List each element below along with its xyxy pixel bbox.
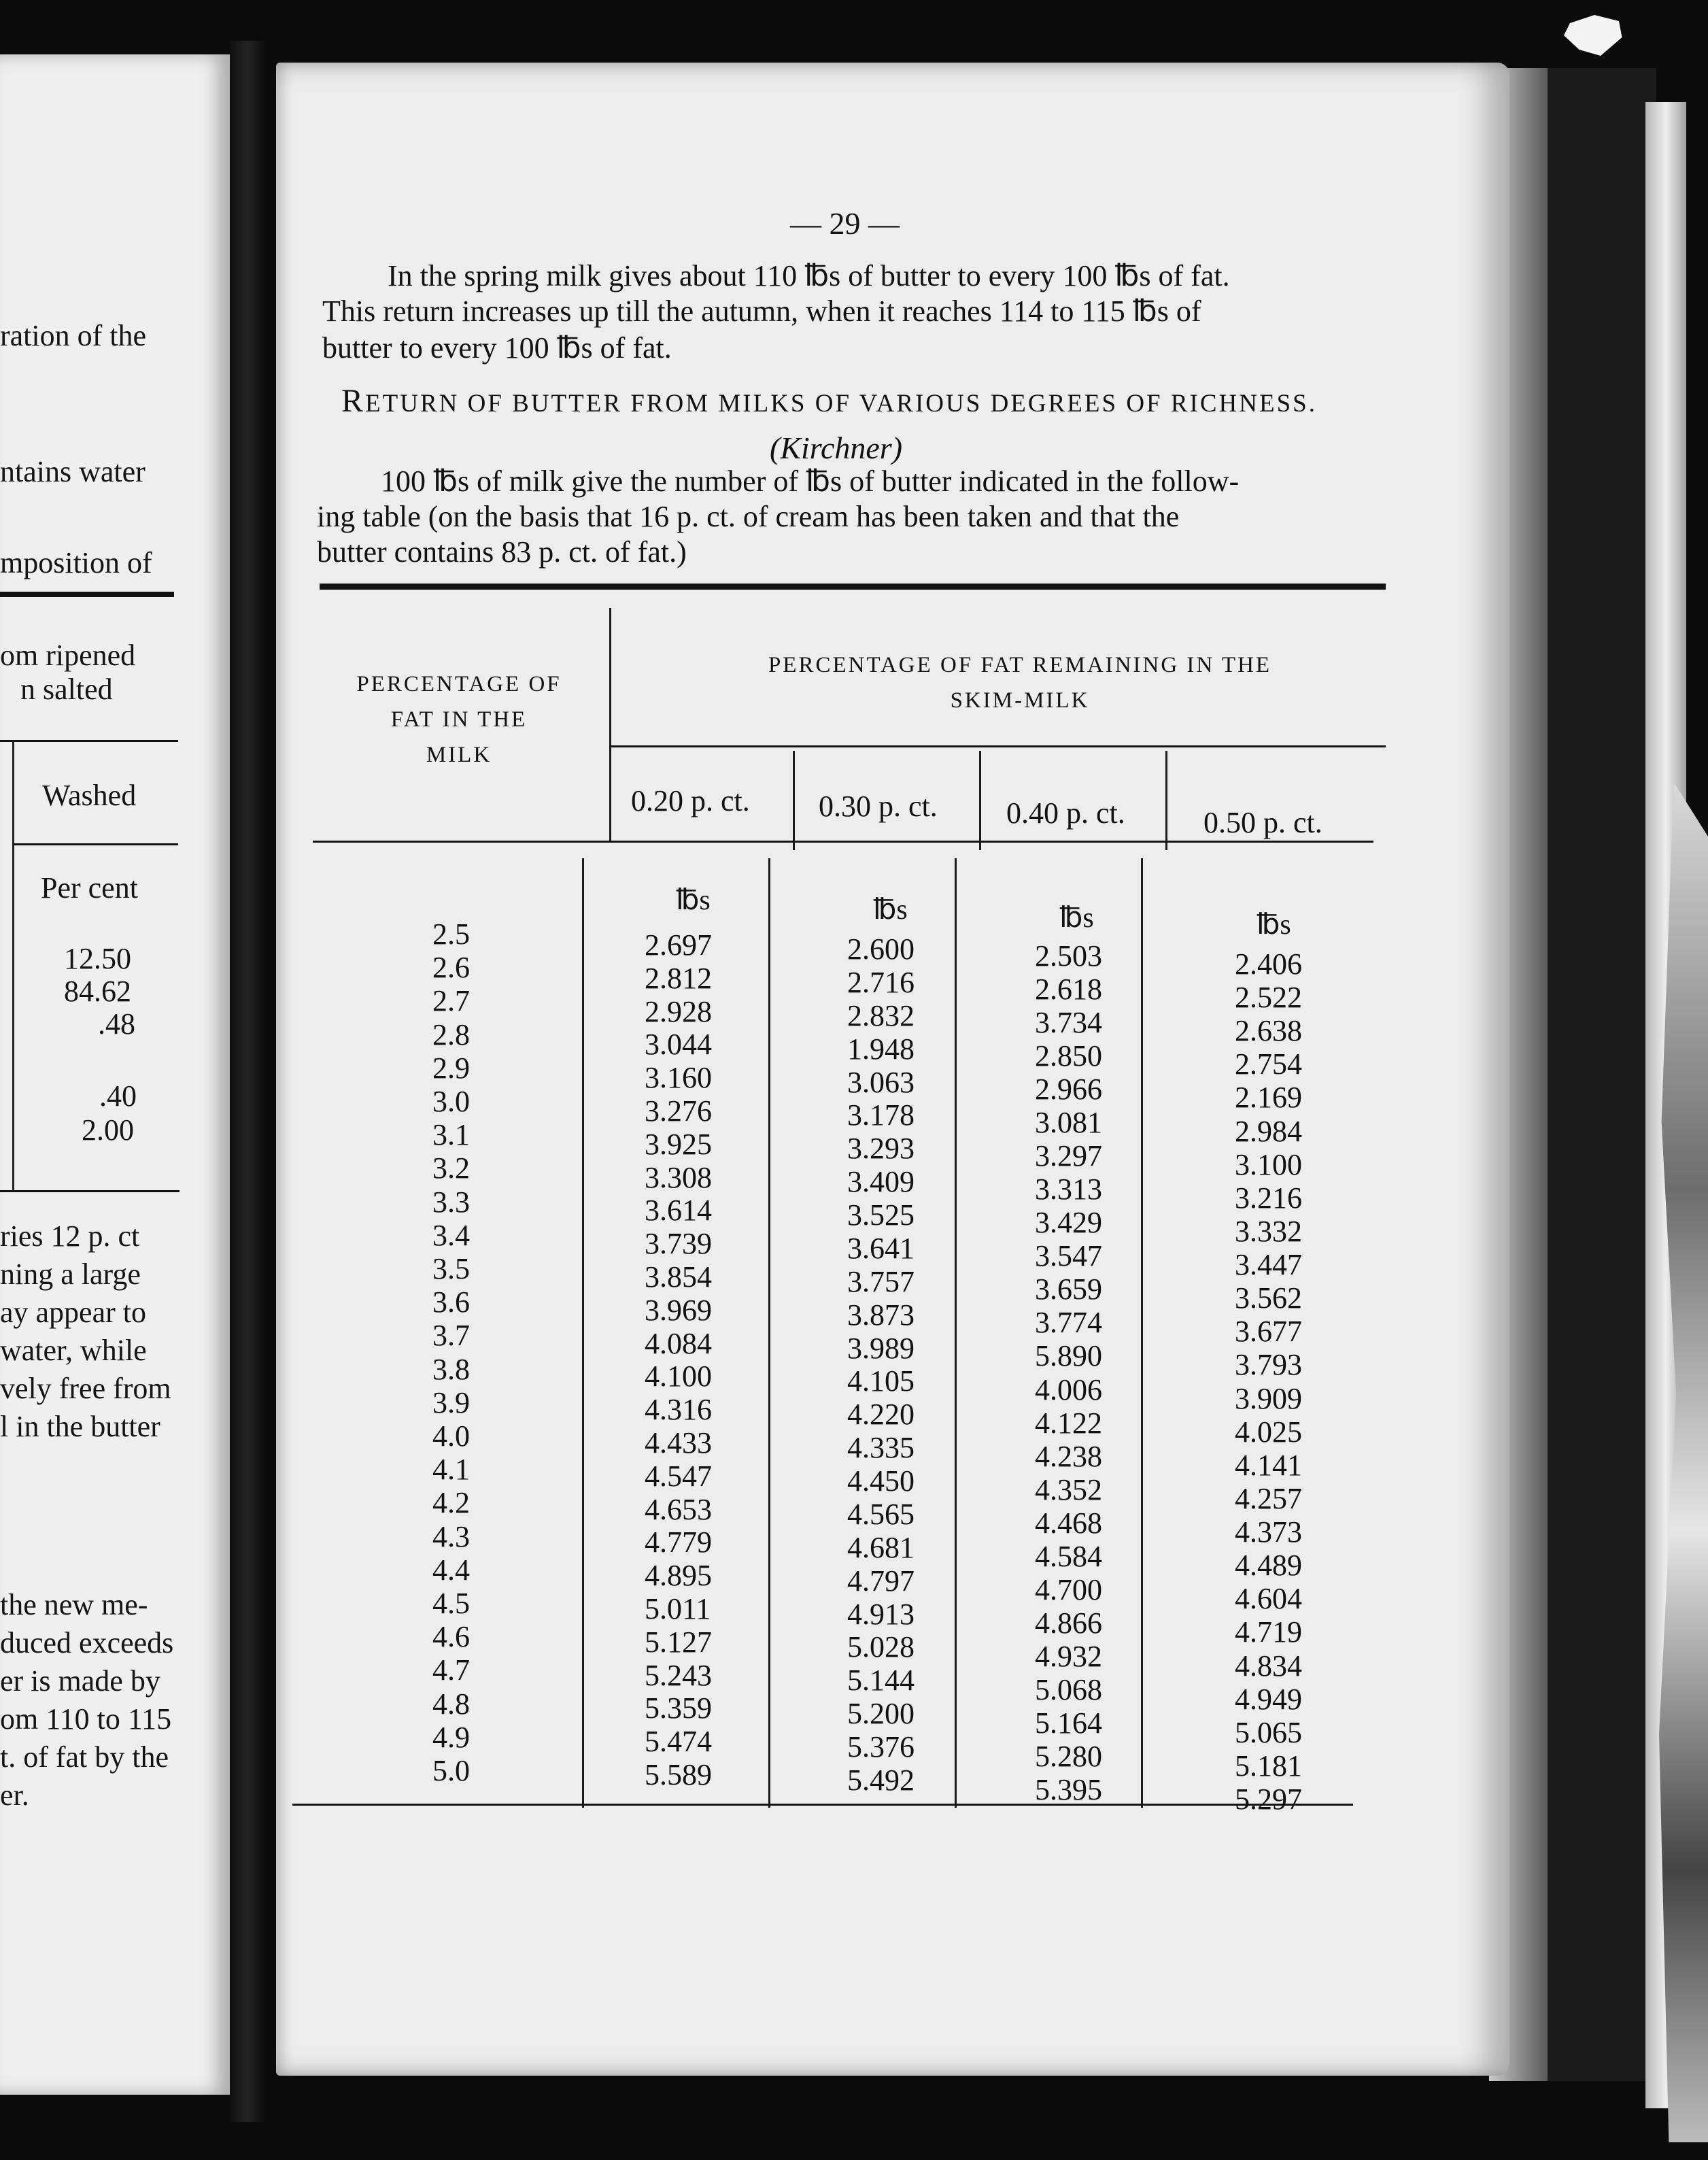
left-table-header-line: om ripened	[0, 639, 136, 672]
fat-in-milk-cell: 2.5	[432, 917, 470, 951]
butter-cell-040: 4.468	[1035, 1506, 1102, 1540]
fat-in-milk-cell: 3.6	[432, 1285, 470, 1319]
left-paragraph-line: ay appear to	[0, 1296, 146, 1329]
page-number: — 29 —	[790, 206, 900, 241]
left-value: .40	[99, 1079, 137, 1113]
butter-cell-020: 2.928	[645, 995, 712, 1028]
butter-cell-040: 3.297	[1035, 1139, 1102, 1172]
corner-tape-mark	[1564, 15, 1625, 56]
butter-cell-030: 1.948	[847, 1032, 915, 1066]
butter-cell-050: 4.373	[1235, 1515, 1302, 1549]
butter-cell-020: 5.127	[645, 1625, 712, 1659]
butter-cell-050: 3.677	[1235, 1315, 1302, 1348]
left-paragraph-line: er is made by	[0, 1664, 160, 1698]
butter-cell-020: 5.589	[645, 1758, 712, 1791]
butter-cell-020: 5.243	[645, 1659, 712, 1692]
butter-cell-040: 3.774	[1035, 1306, 1102, 1339]
butter-cell-050: 2.406	[1235, 947, 1302, 981]
butter-cell-030: 2.832	[847, 999, 915, 1032]
butter-cell-050: 2.984	[1235, 1115, 1302, 1148]
row-header	[320, 666, 598, 773]
group-header-line: SKIM-MILK	[950, 688, 1090, 713]
butter-cell-050: 4.719	[1235, 1615, 1302, 1649]
butter-cell-020: 3.160	[645, 1061, 712, 1094]
row-header-line: FAT IN THE	[390, 707, 528, 732]
butter-cell-040: 4.584	[1035, 1540, 1102, 1573]
fat-in-milk-cell: 3.3	[432, 1185, 470, 1219]
butter-cell-050: 2.169	[1235, 1081, 1302, 1114]
butter-cell-020: 4.433	[645, 1426, 712, 1459]
column-header-divider	[1165, 751, 1167, 850]
butter-cell-050: 2.522	[1235, 981, 1302, 1014]
butter-cell-050: 5.065	[1235, 1716, 1302, 1749]
intro-line: This return increases up till the autumn, when it reaches 114 to 115 ℔s of	[322, 294, 1201, 328]
fat-in-milk-cell: 4.5	[432, 1587, 470, 1620]
butter-cell-020: 4.100	[645, 1360, 712, 1393]
table-bottom-rule	[292, 1804, 1353, 1806]
left-paragraph-line: ning a large	[0, 1258, 141, 1291]
fat-in-milk-cell: 2.8	[432, 1018, 470, 1051]
butter-cell-050: 4.489	[1235, 1549, 1302, 1582]
fat-in-milk-cell: 4.0	[432, 1419, 470, 1453]
intro-line: butter to every 100 ℔s of fat.	[322, 331, 672, 365]
left-paragraph-line: om 110 to 115	[0, 1702, 172, 1736]
butter-cell-050: 3.100	[1235, 1148, 1302, 1181]
table-top-rule	[320, 584, 1386, 590]
left-table-header-line: n salted	[20, 673, 113, 706]
row-header-line: PERCENTAGE OF	[356, 672, 562, 696]
butter-cell-030: 3.178	[847, 1098, 915, 1132]
butter-cell-040: 3.081	[1035, 1106, 1102, 1139]
back-cover	[1548, 68, 1656, 2081]
butter-cell-030: 5.492	[847, 1764, 915, 1797]
butter-cell-020: 3.308	[645, 1161, 712, 1194]
fat-in-milk-cell: 3.4	[432, 1219, 470, 1252]
header-bottom-rule	[313, 841, 1373, 843]
fat-in-milk-cell: 3.2	[432, 1151, 470, 1185]
butter-cell-030: 3.641	[847, 1232, 915, 1265]
butter-cell-030: 5.376	[847, 1730, 915, 1764]
left-value: 12.50	[64, 942, 131, 975]
butter-cell-040: 5.068	[1035, 1673, 1102, 1706]
butter-cell-030: 2.600	[847, 932, 915, 966]
fat-in-milk-cell: 5.0	[432, 1754, 470, 1787]
butter-cell-020: 3.925	[645, 1128, 712, 1161]
left-value: .48	[98, 1007, 135, 1041]
butter-cell-040: 4.238	[1035, 1440, 1102, 1473]
left-table-bottom-rule	[0, 1190, 180, 1192]
butter-cell-040: 4.932	[1035, 1640, 1102, 1673]
left-value: 84.62	[64, 975, 131, 1008]
left-paragraph-line: l in the butter	[0, 1410, 160, 1443]
butter-cell-020: 3.969	[645, 1294, 712, 1327]
column-header-divider	[793, 751, 795, 850]
left-page	[0, 54, 230, 2095]
left-text-line: ntains water	[0, 455, 146, 488]
group-header-rule	[611, 745, 1386, 747]
left-paragraph-line: vely free from	[0, 1372, 171, 1405]
fat-in-milk-cell: 4.4	[432, 1553, 470, 1587]
fat-in-milk-cell: 4.2	[432, 1486, 470, 1519]
butter-cell-040: 3.313	[1035, 1172, 1102, 1206]
butter-cell-020: 3.614	[645, 1194, 712, 1227]
butter-cell-030: 4.335	[847, 1431, 915, 1464]
table-header-divider	[609, 608, 611, 842]
butter-cell-030: 5.200	[847, 1697, 915, 1730]
butter-cell-050: 4.257	[1235, 1482, 1302, 1515]
butter-cell-050: 4.141	[1235, 1449, 1302, 1482]
left-paragraph-line: ries 12 p. ct	[0, 1219, 140, 1253]
butter-cell-030: 4.797	[847, 1564, 915, 1598]
fat-in-milk-cell: 4.6	[432, 1620, 470, 1653]
butter-cell-040: 5.890	[1035, 1339, 1102, 1372]
butter-cell-050: 5.297	[1235, 1783, 1302, 1816]
butter-cell-050: 3.332	[1235, 1215, 1302, 1248]
butter-cell-030: 4.450	[847, 1464, 915, 1498]
fat-in-milk-cell: 4.7	[432, 1653, 470, 1687]
left-unit-label: Per cent	[41, 871, 138, 905]
butter-cell-030: 4.105	[847, 1364, 915, 1398]
butter-cell-020: 4.779	[645, 1525, 712, 1559]
butter-cell-030: 3.757	[847, 1265, 915, 1298]
butter-cell-020: 4.084	[645, 1327, 712, 1360]
fat-in-milk-cell: 2.7	[432, 984, 470, 1017]
butter-cell-030: 3.409	[847, 1165, 915, 1198]
basis-line: butter contains 83 p. ct. of fat.)	[317, 535, 687, 569]
fat-in-milk-cell: 4.1	[432, 1453, 470, 1486]
fat-in-milk-cell: 2.9	[432, 1051, 470, 1085]
left-text-line: mposition of	[0, 546, 152, 579]
group-header-line: PERCENTAGE OF FAT REMAINING IN THE	[768, 653, 1272, 677]
butter-cell-040: 3.659	[1035, 1272, 1102, 1306]
row-header-line: MILK	[426, 743, 492, 767]
fat-in-milk-cell: 4.8	[432, 1687, 470, 1721]
butter-cell-040: 5.280	[1035, 1740, 1102, 1773]
butter-cell-040: 4.866	[1035, 1606, 1102, 1640]
left-value: 2.00	[82, 1113, 134, 1147]
basis-line: 100 ℔s of milk give the number of ℔s of butter indicated in the follow-	[381, 465, 1240, 498]
table-body-divider	[955, 858, 957, 1808]
table-author: (Kirchner)	[770, 431, 903, 465]
butter-cell-050: 3.909	[1235, 1382, 1302, 1415]
butter-cell-040: 5.164	[1035, 1706, 1102, 1740]
butter-cell-020: 3.276	[645, 1094, 712, 1128]
butter-cell-030: 2.716	[847, 966, 915, 999]
butter-cell-040: 2.503	[1035, 939, 1102, 973]
butter-cell-020: 4.547	[645, 1459, 712, 1493]
left-table-rule	[14, 843, 178, 845]
butter-cell-040: 5.395	[1035, 1773, 1102, 1806]
butter-cell-030: 4.913	[847, 1598, 915, 1631]
butter-cell-030: 5.144	[847, 1664, 915, 1697]
column-header: 0.50 p. ct.	[1203, 806, 1322, 839]
butter-cell-030: 4.681	[847, 1531, 915, 1564]
left-table-column-divider	[12, 741, 14, 1190]
fat-in-milk-cell: 3.8	[432, 1353, 470, 1386]
butter-cell-050: 4.834	[1235, 1649, 1302, 1683]
butter-cell-050: 4.025	[1235, 1415, 1302, 1449]
unit-label: ℔s	[873, 894, 908, 926]
butter-cell-050: 3.216	[1235, 1181, 1302, 1215]
butter-cell-020: 2.697	[645, 928, 712, 962]
table-body-divider	[582, 858, 584, 1808]
butter-cell-040: 2.618	[1035, 973, 1102, 1006]
group-header	[653, 647, 1387, 718]
butter-cell-020: 3.739	[645, 1227, 712, 1260]
left-paragraph-line: er.	[0, 1778, 29, 1812]
butter-cell-040: 4.122	[1035, 1406, 1102, 1440]
butter-cell-030: 4.565	[847, 1498, 915, 1531]
butter-cell-020: 5.359	[645, 1691, 712, 1725]
left-text-line: ration of the	[0, 319, 147, 352]
left-paragraph-line: the new me-	[0, 1588, 148, 1621]
butter-cell-020: 3.854	[645, 1260, 712, 1294]
fat-in-milk-cell: 3.7	[432, 1319, 470, 1352]
table-title	[341, 385, 1317, 418]
unit-label: ℔s	[1257, 909, 1291, 941]
unit-label: ℔s	[676, 885, 711, 916]
butter-cell-030: 3.293	[847, 1132, 915, 1165]
butter-cell-040: 4.700	[1035, 1573, 1102, 1606]
butter-cell-040: 2.850	[1035, 1039, 1102, 1073]
butter-cell-020: 5.011	[645, 1592, 711, 1625]
butter-cell-020: 4.316	[645, 1393, 712, 1426]
butter-cell-040: 2.966	[1035, 1073, 1102, 1106]
butter-cell-050: 3.447	[1235, 1248, 1302, 1281]
fat-in-milk-cell: 2.6	[432, 951, 470, 984]
column-header: 0.30 p. ct.	[819, 790, 938, 823]
butter-cell-040: 3.547	[1035, 1239, 1102, 1272]
butter-cell-050: 4.604	[1235, 1582, 1302, 1615]
fat-in-milk-cell: 4.3	[432, 1520, 470, 1553]
book-gutter	[230, 41, 265, 2122]
table-body-divider	[1141, 858, 1143, 1808]
butter-cell-050: 2.638	[1235, 1014, 1302, 1047]
butter-cell-020: 4.653	[645, 1493, 712, 1526]
left-paragraph-line: water, while	[0, 1334, 147, 1367]
fat-in-milk-cell: 3.9	[432, 1386, 470, 1419]
table-body-divider	[768, 858, 770, 1808]
fat-in-milk-cell: 4.9	[432, 1721, 470, 1754]
intro-line: In the spring milk gives about 110 ℔s of butter to every 100 ℔s of fat.	[388, 259, 1230, 292]
table-title-initial: R	[341, 383, 366, 419]
butter-cell-030: 3.989	[847, 1332, 915, 1365]
butter-cell-020: 5.474	[645, 1725, 712, 1758]
butter-cell-040: 4.352	[1035, 1473, 1102, 1506]
column-header: 0.40 p. ct.	[1006, 796, 1125, 830]
unit-label: ℔s	[1059, 902, 1094, 934]
butter-cell-050: 5.181	[1235, 1749, 1302, 1783]
butter-cell-050: 3.562	[1235, 1281, 1302, 1315]
butter-cell-020: 3.044	[645, 1028, 712, 1061]
butter-cell-040: 4.006	[1035, 1373, 1102, 1406]
butter-cell-050: 3.793	[1235, 1348, 1302, 1381]
butter-cell-020: 2.812	[645, 962, 712, 995]
fat-in-milk-cell: 3.5	[432, 1252, 470, 1285]
butter-cell-030: 3.063	[847, 1066, 915, 1099]
left-table-top-rule	[0, 592, 174, 597]
butter-cell-030: 5.028	[847, 1630, 915, 1664]
column-header: 0.20 p. ct.	[631, 784, 750, 817]
left-column-label: Washed	[42, 779, 137, 812]
fat-in-milk-cell: 3.1	[432, 1118, 470, 1151]
butter-cell-020: 4.895	[645, 1559, 712, 1592]
butter-cell-040: 3.429	[1035, 1206, 1102, 1239]
table-title-rest: ETURN OF BUTTER FROM MILKS OF VARIOUS DEGREES OF RICHNESS.	[365, 390, 1318, 418]
left-paragraph-line: t. of fat by the	[0, 1740, 169, 1774]
butter-cell-050: 2.754	[1235, 1047, 1302, 1081]
butter-cell-030: 3.525	[847, 1198, 915, 1232]
butter-cell-040: 3.734	[1035, 1006, 1102, 1039]
butter-cell-030: 4.220	[847, 1398, 915, 1431]
basis-line: ing table (on the basis that 16 p. ct. of cream has been taken and that the	[317, 500, 1180, 533]
butter-cell-030: 3.873	[847, 1298, 915, 1332]
left-table-rule	[0, 740, 178, 742]
left-paragraph-line: duced exceeds	[0, 1626, 174, 1659]
fat-in-milk-cell: 3.0	[432, 1085, 470, 1118]
butter-cell-050: 4.949	[1235, 1683, 1302, 1716]
column-header-divider	[979, 751, 981, 850]
